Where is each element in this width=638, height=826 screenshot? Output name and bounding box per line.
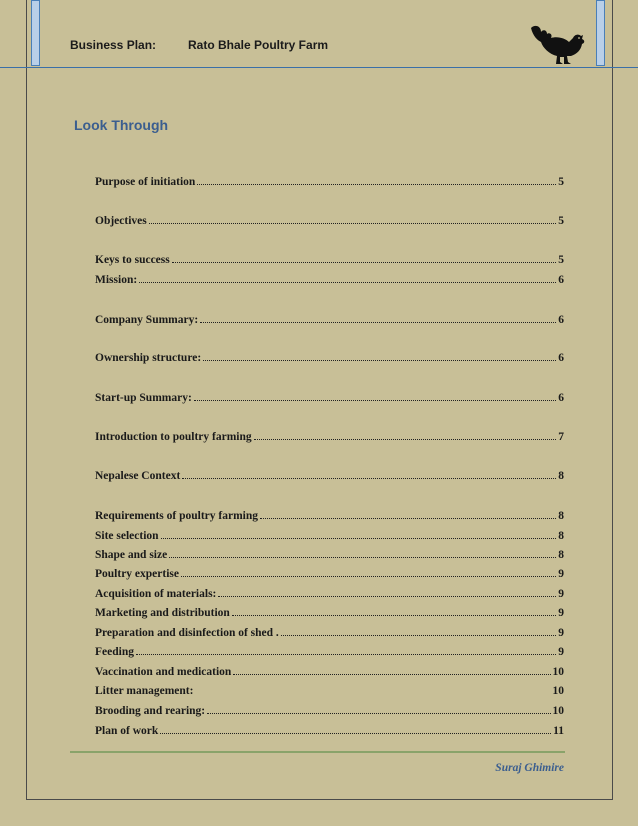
toc-entry-page: 8 xyxy=(558,470,564,482)
toc-entry[interactable] xyxy=(95,724,564,738)
toc-entry-page: 9 xyxy=(558,627,564,639)
toc-dot-leader xyxy=(136,645,556,655)
toc-dot-leader xyxy=(200,313,556,323)
toc-entry-label: Introduction to poultry farming xyxy=(95,431,252,443)
toc-dot-leader xyxy=(160,724,551,734)
toc-dot-leader xyxy=(139,273,556,283)
toc-entry[interactable] xyxy=(95,548,564,562)
toc-entry-label: Nepalese Context xyxy=(95,470,181,482)
toc-dot-leader xyxy=(260,509,556,519)
toc-entry[interactable] xyxy=(95,351,564,365)
toc-entry-label: Mission: xyxy=(95,274,138,286)
toc-dot-leader xyxy=(194,391,556,401)
header-farm-name: Rato Bhale Poultry Farm xyxy=(188,38,329,52)
footer-author: Suraj Ghimire xyxy=(495,762,564,774)
toc-dot-leader xyxy=(161,529,557,539)
toc-entry-page: 10 xyxy=(552,705,564,717)
toc-entry[interactable] xyxy=(95,175,564,189)
toc-dot-leader xyxy=(254,430,557,440)
toc-entry-label: Brooding and rearing: xyxy=(95,705,206,717)
toc-entry-page: 6 xyxy=(558,352,564,364)
toc-entry-label: Vaccination and medication xyxy=(95,666,232,678)
toc-entry[interactable] xyxy=(95,529,564,543)
toc-entry[interactable] xyxy=(95,214,564,228)
toc-dot-leader xyxy=(232,606,556,616)
toc-dot-leader xyxy=(181,567,556,577)
toc-dot-leader xyxy=(281,626,556,636)
toc-entry-page: 9 xyxy=(558,646,564,658)
toc-entry-label: Objectives xyxy=(95,215,147,227)
toc-dot-leader xyxy=(149,214,557,224)
toc-entry-label: Site selection xyxy=(95,530,159,542)
toc-dot-leader xyxy=(233,665,550,675)
toc-entry-page: 6 xyxy=(558,274,564,286)
toc-heading: Look Through xyxy=(74,117,169,133)
toc-dot-leader xyxy=(169,548,556,558)
toc-entry-label: Litter management: xyxy=(95,685,194,697)
toc-dot-leader xyxy=(172,253,557,263)
toc-entry-page: 8 xyxy=(558,510,564,522)
toc-entry[interactable] xyxy=(95,567,564,581)
toc-entry-page: 7 xyxy=(558,431,564,443)
toc-entry-label: Requirements of poultry farming xyxy=(95,510,259,522)
toc-entry[interactable] xyxy=(95,606,564,620)
toc-entry-label: Company Summary: xyxy=(95,314,199,326)
toc-entry[interactable] xyxy=(95,626,564,640)
toc-entry[interactable] xyxy=(95,253,564,267)
toc-entry-label: Purpose of initiation xyxy=(95,176,196,188)
toc-entry[interactable] xyxy=(95,430,564,444)
toc-entry[interactable] xyxy=(95,587,564,601)
left-margin-bar xyxy=(31,0,40,66)
toc-entry-page: 6 xyxy=(558,392,564,404)
toc-entry-label: Keys to success xyxy=(95,254,170,266)
toc-dot-leader xyxy=(182,469,556,479)
toc-entry-page: 8 xyxy=(558,530,564,542)
toc-entry-label: Poultry expertise xyxy=(95,568,179,580)
toc-entry[interactable] xyxy=(95,391,564,405)
toc-entry-page: 5 xyxy=(558,215,564,227)
toc-entry[interactable] xyxy=(95,685,564,699)
footer-rule xyxy=(70,751,565,753)
toc-entry-page: 9 xyxy=(558,607,564,619)
toc-dot-leader xyxy=(203,351,556,361)
rooster-icon xyxy=(527,22,587,66)
toc-entry[interactable] xyxy=(95,645,564,659)
toc-entry-page: 5 xyxy=(558,176,564,188)
header-rule xyxy=(0,67,638,68)
toc-entry-label: Ownership structure: xyxy=(95,352,202,364)
toc-entry-label: Acquisition of materials: xyxy=(95,588,217,600)
toc-entry-page: 9 xyxy=(558,588,564,600)
toc-entry[interactable] xyxy=(95,704,564,718)
toc-entry-page: 10 xyxy=(552,685,564,697)
toc-entry-label: Preparation and disinfection of shed . xyxy=(95,627,279,639)
toc-dot-leader xyxy=(207,704,550,714)
toc-entry-label: Plan of work xyxy=(95,725,159,737)
toc-entry[interactable] xyxy=(95,313,564,327)
toc-entry[interactable] xyxy=(95,469,564,483)
toc-entry[interactable] xyxy=(95,665,564,679)
right-margin-bar xyxy=(596,0,605,66)
toc-entry-page: 5 xyxy=(558,254,564,266)
toc-entry-page: 8 xyxy=(558,549,564,561)
toc-entry[interactable] xyxy=(95,273,564,287)
toc-entry-label: Feeding xyxy=(95,646,134,658)
toc-entry-page: 10 xyxy=(552,666,564,678)
toc-dot-leader xyxy=(197,175,556,185)
toc-entry-page: 9 xyxy=(558,568,564,580)
toc-entry-label: Start-up Summary: xyxy=(95,392,192,404)
toc-dot-leader xyxy=(218,587,556,597)
toc-entry-page: 11 xyxy=(553,725,564,737)
toc-entry[interactable] xyxy=(95,509,564,523)
toc-entry-label: Shape and size xyxy=(95,549,168,561)
header-doc-type: Business Plan: xyxy=(70,38,157,52)
toc-dot-leader xyxy=(195,685,550,694)
toc-entry-label: Marketing and distribution xyxy=(95,607,230,619)
toc-entry-page: 6 xyxy=(558,314,564,326)
